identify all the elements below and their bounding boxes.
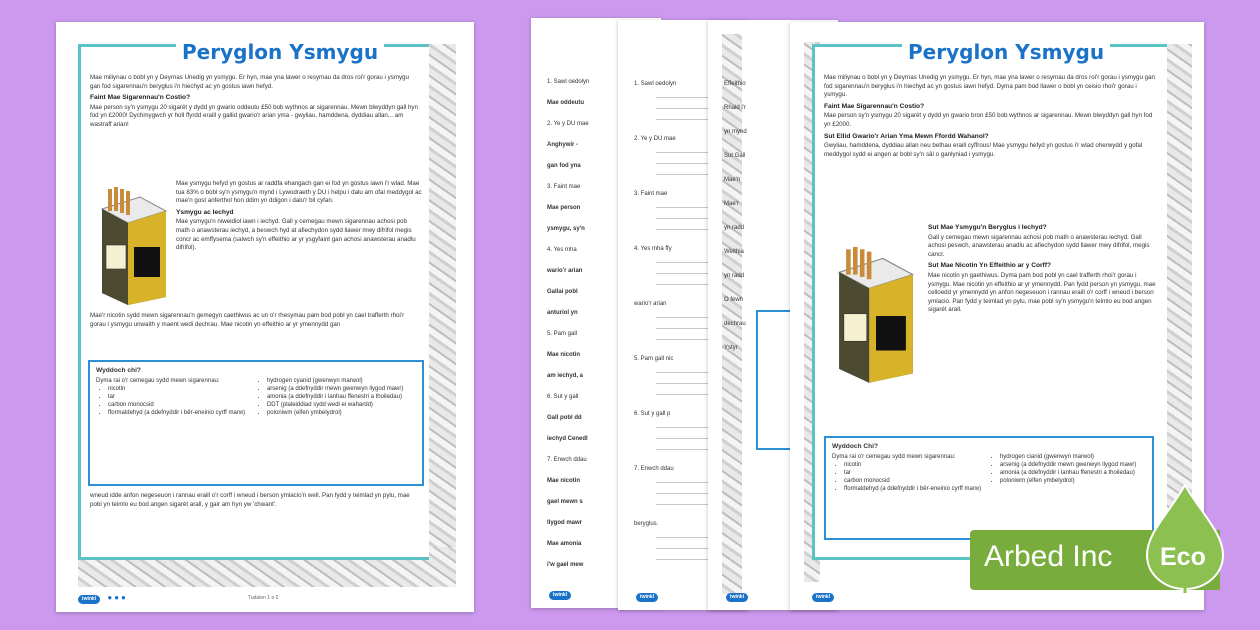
list-item: 2. Ye y DU mae — [547, 121, 589, 127]
list-item: Effeithio — [724, 81, 746, 87]
section-heading: Ysmygu ac Iechyd — [176, 208, 234, 216]
national-cost-paragraph: Mae ysmygu hefyd yn gostus ar raddfa ehangach gan ei fod yn gostus iawn i'r wlad. Mae tua 83% o bobl sy'n ysmygu'n mynd i Lywodraeth y DU i helpu i dalu am ofal meddygol ac mae'n gost anferthol hon ddim yn ddigon i dalu'r bil cyfan. — [176, 180, 422, 205]
intro-paragraph: Mae miliynau o bobl yn y Deyrnas Unedig yn ysmygu. Er hyn, mae yna lawer o resymau da dros roi'r gorau i ysmygu gan fod sigarennau'n beryglus i'n hiechyd ac yn gostus iawn hefyd. — [90, 74, 409, 90]
list-item: llygod mawr — [547, 520, 583, 526]
leaf-icon — [1143, 483, 1227, 593]
list-item: Mae nicotin — [547, 478, 581, 484]
list-item: • hydrogen cyanid (gwenwyn marwol) — [267, 377, 416, 385]
chemical-list-left — [96, 385, 255, 417]
list-item: • carbon monocsid — [108, 401, 255, 409]
question-item: 4. Yes mha ffy — [634, 246, 672, 252]
marble-border-decoration — [722, 34, 745, 594]
list-item: Mae amonia — [547, 541, 582, 547]
question-item: 6. Sut y gall p — [634, 411, 671, 417]
list-item: Mae nicotin — [547, 352, 581, 358]
body-text-top — [824, 74, 1160, 162]
list-item: Gallai pobl — [547, 289, 578, 295]
list-item: • tar — [844, 469, 988, 477]
section-heading: Faint Mae Sigarennau'n Costio? — [824, 102, 925, 110]
section-heading: Faint Mae Sigarennau'n Costio? — [90, 94, 191, 102]
list-item: yn radd — [724, 225, 745, 231]
cigarette-pack-icon — [830, 247, 922, 385]
list-item: yn radd — [724, 273, 745, 279]
spending-paragraph: Gwyliau, hamddena, dyddiau allan neu bethau eraill cyffrous! Mae ysmygu hefyd yn gostus i'r wlad oherwydd y gofal meddygol sydd ei angen ar bobl sy'n sâl o ganlyniad i ysmygu. — [824, 142, 1143, 158]
page-footer — [726, 593, 748, 602]
section-heading: Sut Ellid Gwario'r Arian Yma Mewn Ffordd Wahanol? — [824, 132, 989, 140]
list-item: ysmygu, sy'n — [547, 226, 585, 232]
page-footer — [549, 591, 571, 600]
list-item: • fformaldehyd (a ddefnyddir i bêr-eneinio cyrff marw) — [108, 409, 255, 417]
page-footer — [78, 593, 454, 604]
chemical-list-right — [988, 453, 1146, 493]
list-item: Weithia — [724, 249, 744, 255]
list-item: Mae'n — [724, 177, 741, 183]
question-item: 2. Ye y DU mae — [634, 136, 676, 142]
difficulty-dots: ●●● — [107, 593, 128, 602]
list-item: wario'r arian — [547, 268, 583, 274]
box-heading: Wyddoch Chi? — [832, 443, 879, 450]
list-item: 5. Pam gall — [547, 331, 578, 337]
section-heading: Sut Mae Ysmygu'n Beryglus i Iechyd? — [928, 224, 1047, 231]
chemical-list-left — [832, 461, 988, 493]
worksheet-page-front — [790, 22, 1204, 610]
list-item: • tar — [108, 393, 255, 401]
eco-badge-brand: Arbed Inc — [984, 540, 1113, 573]
list-item: gael mewn s — [547, 499, 583, 505]
list-item: Mae oddeutu — [547, 100, 584, 106]
list-item: • poloniwm (elfen ymbelydrol) — [1000, 477, 1146, 485]
page-title: Peryglon Ysmygu — [902, 40, 1110, 64]
list-item: Anghywir - — [547, 142, 578, 148]
list-item: • amonia (a ddefnyddir i lanhau ffenestri a thoiledau) — [267, 393, 416, 401]
list-item: gan fod yna — [547, 163, 581, 169]
question-item: wario'r arian — [634, 301, 667, 307]
body-text-middle — [928, 222, 1160, 318]
body-text-top — [90, 74, 420, 133]
health-paragraph: Gall y cemegau mewn sigarennau achosi pob math o anawsterau iechyd. Gall achosi peswch, anawsterau anadlu ac afiechydon sydd llawer mwy difrifol, megis cancr. — [928, 233, 1150, 258]
did-you-know-box — [824, 436, 1154, 540]
question-item: 5. Pam gall nic — [634, 356, 674, 362]
did-you-know-box — [88, 360, 424, 486]
craving-paragraph: wneud idde anfon negeseuon i rannau eraill o'r corff i wneud i berson ymlacio'n well. Pan fydd y teimlad yn pylu, mae pobl yn teimlo eu bod angen sigarét arall, y gair am hyn yw 'chwant'. — [90, 492, 410, 508]
list-item: 3. Faint mae — [547, 184, 581, 190]
nicotin-paragraph: Mae'r nicotin sydd mewn sigarennau'n gemegyn caethiwus ac un o'r rhesymau pam bod pobl yn cael trafferth rhoi'r gorau i ysmygu unwaith y maent wedi dechrau. Mae nicotin yn effeithio ar yr ymennydd gan — [90, 312, 405, 328]
list-item: 7. Enwch ddau — [547, 457, 587, 463]
list-item: yn mynd — [724, 129, 747, 135]
list-item: Mae'r — [724, 201, 739, 207]
question-item: 1. Sawl oedolyn — [634, 81, 677, 87]
list-item: • carbon monocsid — [844, 477, 988, 485]
list-item: i'w gael mew — [547, 562, 584, 568]
twinkl-logo: twinkl — [726, 593, 748, 602]
list-item: Mae person — [547, 205, 581, 211]
question-item: beryglus. — [634, 521, 659, 527]
cost-paragraph: Mae person sy'n ysmygu 20 sigarét y dydd yn gwario bron £50 bob wythnos ar sigarennau. Mewn blwyddyn gall hyn fod yn £2000. — [824, 112, 1153, 128]
list-item: O fewn — [724, 297, 744, 303]
twinkl-logo: twinkl — [549, 591, 571, 600]
page-title: Peryglon Ysmygu — [176, 40, 384, 64]
cigarette-pack-icon — [96, 187, 172, 307]
chemical-list-right — [255, 377, 416, 417]
list-item: 1. Sawl oedolyn — [547, 79, 590, 85]
list-item: 6. Sut y gall — [547, 394, 579, 400]
body-text-middle — [176, 180, 422, 256]
list-item: • hydrogen cianid (gwenwyn marwol) — [1000, 453, 1146, 461]
twinkl-logo: twinkl — [636, 593, 658, 602]
list-item: • arsenig (a ddefnyddir mewn gwenwyn llygod mawr) — [267, 385, 416, 393]
list-item: Sut Gall — [724, 153, 746, 159]
list-item: • amonia (a ddefnyddir i lanhau ffenestri a thoiledau) — [1000, 469, 1146, 477]
list-item: 4. Yes mha — [547, 247, 577, 253]
page-number: Tudalen 1 o 2 — [248, 595, 279, 601]
list-item: • arsenig (a ddefnyddir mewn gwenwyn llygod mawr) — [1000, 461, 1146, 469]
list-item: Ystyr — [724, 345, 738, 351]
box-intro: Dyma rai o'r cemegau sydd mewn sigarennau: — [832, 454, 956, 460]
nicotin-paragraph: Mae nicotin yn gaethiwus. Dyma pam bod pobl yn cael trafferth rhoi'r gorau i ysmygu. Mae nicotin yn effeithio ar yr ymennydd. Pan fydd person yn ysmygu, mae celloedd yr ymennydd yn anfon negeseuon i rannau eraill o'r corff i wneud i berson ymlacio. Pan fydd y teimlad yn pylu, mae pobl sy'n ysmygu'n teimlo eu bod angen sigarét arall. — [928, 271, 1156, 314]
list-item: • fformaldehyd (a ddefnyddir i bêr-eneinio cyrff marw) — [844, 485, 988, 493]
eco-badge-label: Eco — [1160, 543, 1206, 571]
intro-paragraph: Mae miliynau o bobl yn y Deyrnas Unedig yn ysmygu. Er hyn, mae yna lawer o resymau da dros roi'r gorau i ysmygu gan fod sigarennau'n beryglus i'n hiechyd ac yn gostus iawn hefyd. Dyma pam bod llawer o bobl yn ceisio rhoi'r gorau i ysmygu. — [824, 74, 1155, 99]
question-item: 3. Faint mae — [634, 191, 668, 197]
list-item: Rhaid i'r — [724, 105, 746, 111]
list-item: • poloniwm (elfen ymbelydrol) — [267, 409, 416, 417]
list-item: • nicotin — [844, 461, 988, 469]
page-footer — [636, 593, 658, 602]
list-item: • DDT (plaleiddiad sydd wedi ei wahardd) — [267, 401, 416, 409]
page-footer — [812, 593, 834, 602]
list-item: am iechyd, a — [547, 373, 584, 379]
section-heading: Sut Mae Nicotin Yn Effeithio ar y Corff? — [928, 262, 1051, 270]
box-intro: Dyma rai o'r cemegau sydd mewn sigarennau: — [96, 378, 220, 384]
list-item: Gall pobl dd — [547, 415, 582, 421]
health-paragraph: Mae ysmygu'n niweidiol iawn i iechyd. Gall y cemegau mewn sigarennau achosi pob math o anawsterau iechyd, a beswch hyd at afiechydon sydd llawer mwy difrifol megis concr ac emffysema (salwch sy'n effeithio ar yr ysgyfaint gan achosi anawsterau anadlu difrifol). — [176, 218, 416, 252]
cost-paragraph: Mae person sy'n ysmygu 20 sigarét y dydd yn gwario oddeutu £50 bob wythnos ar sigarennau. Mewn blwyddyn gall hyn fod yn £2000! Dychmygwch yr holl ffyrdd eraill y gallid gwario'r arian yma - gwyliau, hamddena, dyddiau allan... am wastraff arian! — [90, 103, 418, 128]
list-item: • nicotin — [108, 385, 255, 393]
list-item: dechrau — [724, 321, 746, 327]
box-heading: Wyddoch chi? — [96, 367, 141, 374]
twinkl-logo: twinkl — [78, 595, 100, 604]
twinkl-logo: twinkl — [812, 593, 834, 602]
worksheet-page-main — [56, 22, 474, 612]
list-item: iechyd Cenedl — [547, 436, 588, 442]
list-item: anturiol yn — [547, 310, 578, 316]
question-item: 7. Enwch ddau — [634, 466, 674, 472]
